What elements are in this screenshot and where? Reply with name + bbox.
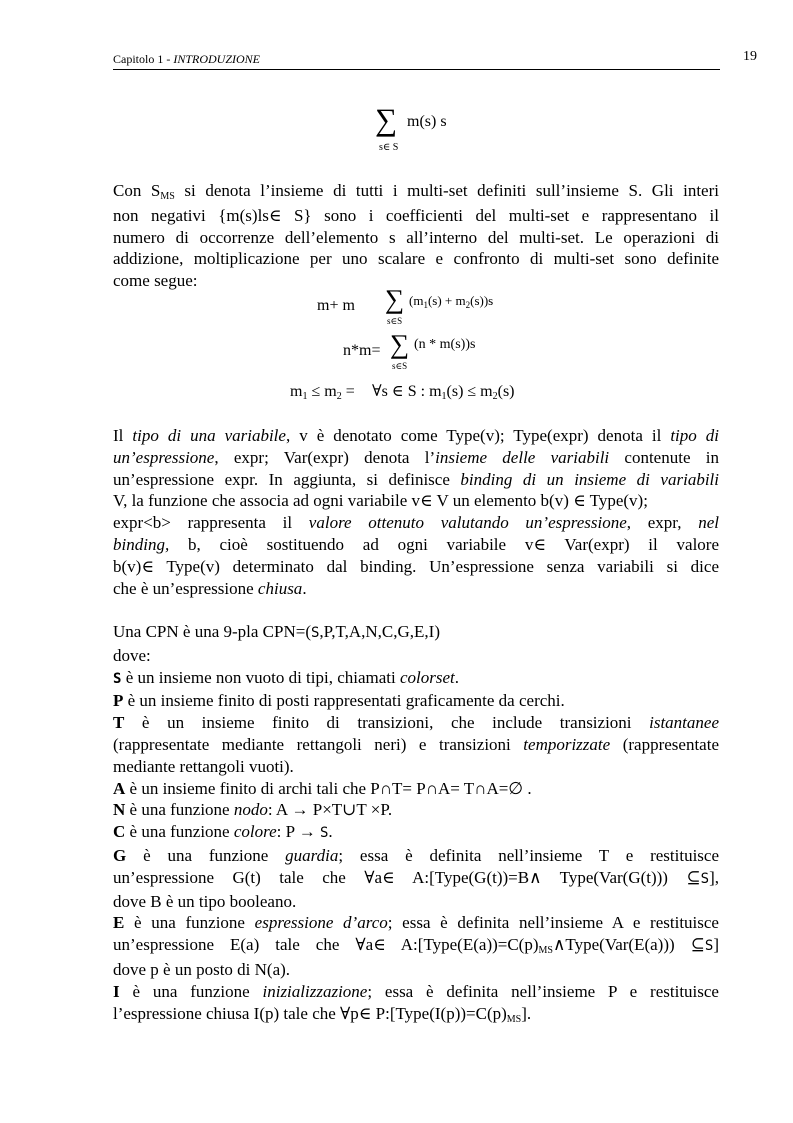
formula-lhs: m+ m xyxy=(317,297,355,314)
formula-scalar xyxy=(343,331,503,375)
para1-line4: addizione, moltiplicazione per uno scalare e confronto di multi-set sono definite xyxy=(113,249,719,269)
formula-addition xyxy=(317,284,537,331)
para3-line1: Una CPN è una 9-pla CPN=(S,P,T,A,N,C,G,E,I) xyxy=(113,622,440,641)
para2-line8: che è un’espressione chiusa. xyxy=(113,578,307,598)
formula-rhs: ∀s ∈ S : m1(s) ≤ m2(s) xyxy=(372,383,515,402)
page-number: 19 xyxy=(743,49,757,64)
para3-line12: un’espressione G(t) tale che ∀a∈ A:[Type(G(t))=B∧ Type(Var(G(t))) ⊆S], xyxy=(113,867,719,887)
formula-lhs: n*m= xyxy=(343,342,381,359)
para2-line2: un’espressione, expr; Var(expr) denota l’insieme delle variabili contenute in xyxy=(113,447,719,467)
formula-sum-ms xyxy=(375,104,485,154)
para1-line2: non negativi {m(s)ls∈ S} sono i coefficienti del multi-set e rappresentano il xyxy=(113,205,719,225)
chapter-heading xyxy=(113,52,260,67)
formula-lhs: m1 ≤ m2 = xyxy=(290,383,355,402)
para3-line4: P è un insieme finito di posti rappresentati graficamente da cerchi. xyxy=(113,691,565,711)
paragraph-cpn xyxy=(113,621,719,1027)
para3-line9: N è una funzione nodo: A → P×T∪T ×P. xyxy=(113,800,393,820)
formula-under: s∈ S xyxy=(379,142,399,153)
formula-compare xyxy=(290,381,550,403)
sigma-symbol: ∑ xyxy=(390,329,410,359)
para2-line7: b(v)∈ Type(v) determinato dal binding. Un’espressione senza variabili si dice xyxy=(113,556,719,576)
para3-line17: I è una funzione inizializzazione; essa è definita nell’insieme P e restituisce xyxy=(113,981,719,1001)
para1-line1: Con SMS si denota l’insieme di tutti i multi-set definiti sull’insieme S. Gli interi xyxy=(113,181,719,202)
para3-line2: dove: xyxy=(113,645,151,665)
para2-line4: V, la funzione che associa ad ogni variabile v∈ V un elemento b(v) ∈ Type(v); xyxy=(113,491,648,511)
para3-line14: E è una funzione espressione d’arco; essa è definita nell’insieme A e restituisce xyxy=(113,913,719,933)
sigma-symbol: ∑ xyxy=(375,102,398,137)
paragraph-types xyxy=(113,425,719,599)
para1-line5: come segue: xyxy=(113,271,198,291)
formula-under: s∈S xyxy=(387,316,403,326)
chapter-label: Capitolo 1 - xyxy=(113,52,174,66)
formula-body: $(m_1(s) + m_2(s))s$ xyxy=(409,293,494,310)
para3-line11: G è una funzione guardia; essa è definita nell’insieme T e restituisce xyxy=(113,845,719,865)
chapter-title: INTRODUZIONE xyxy=(173,52,260,66)
para3-line18: l’espressione chiusa I(p) tale che ∀p∈ P:[Type(I(p))=C(p)MS]. xyxy=(113,1003,532,1025)
formula-body: (n * m(s))s xyxy=(414,337,476,352)
para2-line5: expr<b> rappresenta il valore ottenuto valutando un’espressione, expr, nel xyxy=(113,513,720,533)
para3-line3: S è un insieme non vuoto di tipi, chiamati colorset. xyxy=(113,667,460,687)
para2-line3: un’espressione expr. In aggiunta, si definisce binding di un insieme di variabili xyxy=(113,469,719,489)
para3-line10: C è una funzione colore: P → S. xyxy=(113,822,333,842)
para3-line8: A è un insieme finito di archi tali che P∩T= P∩A= T∩A=∅ . xyxy=(113,778,532,798)
formula-under: s∈S xyxy=(392,361,408,371)
para3-line15: un’espressione E(a) tale che ∀a∈ A:[Type(E(a))=C(p)MS∧Type(Var(E(a))) ⊆S] xyxy=(113,935,719,957)
para3-line13: dove B è un tipo booleano. xyxy=(113,891,297,911)
para1-line3: numero di occorrenze dell’elemento s all’interno del multi-set. Le operazioni di xyxy=(113,227,719,247)
page-header xyxy=(113,49,757,70)
para2-line1: Il tipo di una variabile, v è denotato come Type(v); Type(expr) denota il tipo di xyxy=(113,426,719,445)
para3-line7: mediante rettangoli vuoti). xyxy=(113,756,294,776)
paragraph-multiset xyxy=(113,180,719,292)
formula-body: m(s) s xyxy=(407,113,447,130)
para3-line5: T è un insieme finito di transizioni, che include transizioni istantanee xyxy=(113,713,719,733)
para2-line6: binding, b, cioè sostituendo ad ogni variabile v∈ Var(expr) il valore xyxy=(113,534,719,554)
sigma-symbol: ∑ xyxy=(385,284,405,314)
para3-line16: dove p è un posto di N(a). xyxy=(113,959,291,979)
para3-line6: (rappresentate mediante rettangoli neri) e transizioni temporizzate (rappresentate xyxy=(113,734,719,754)
